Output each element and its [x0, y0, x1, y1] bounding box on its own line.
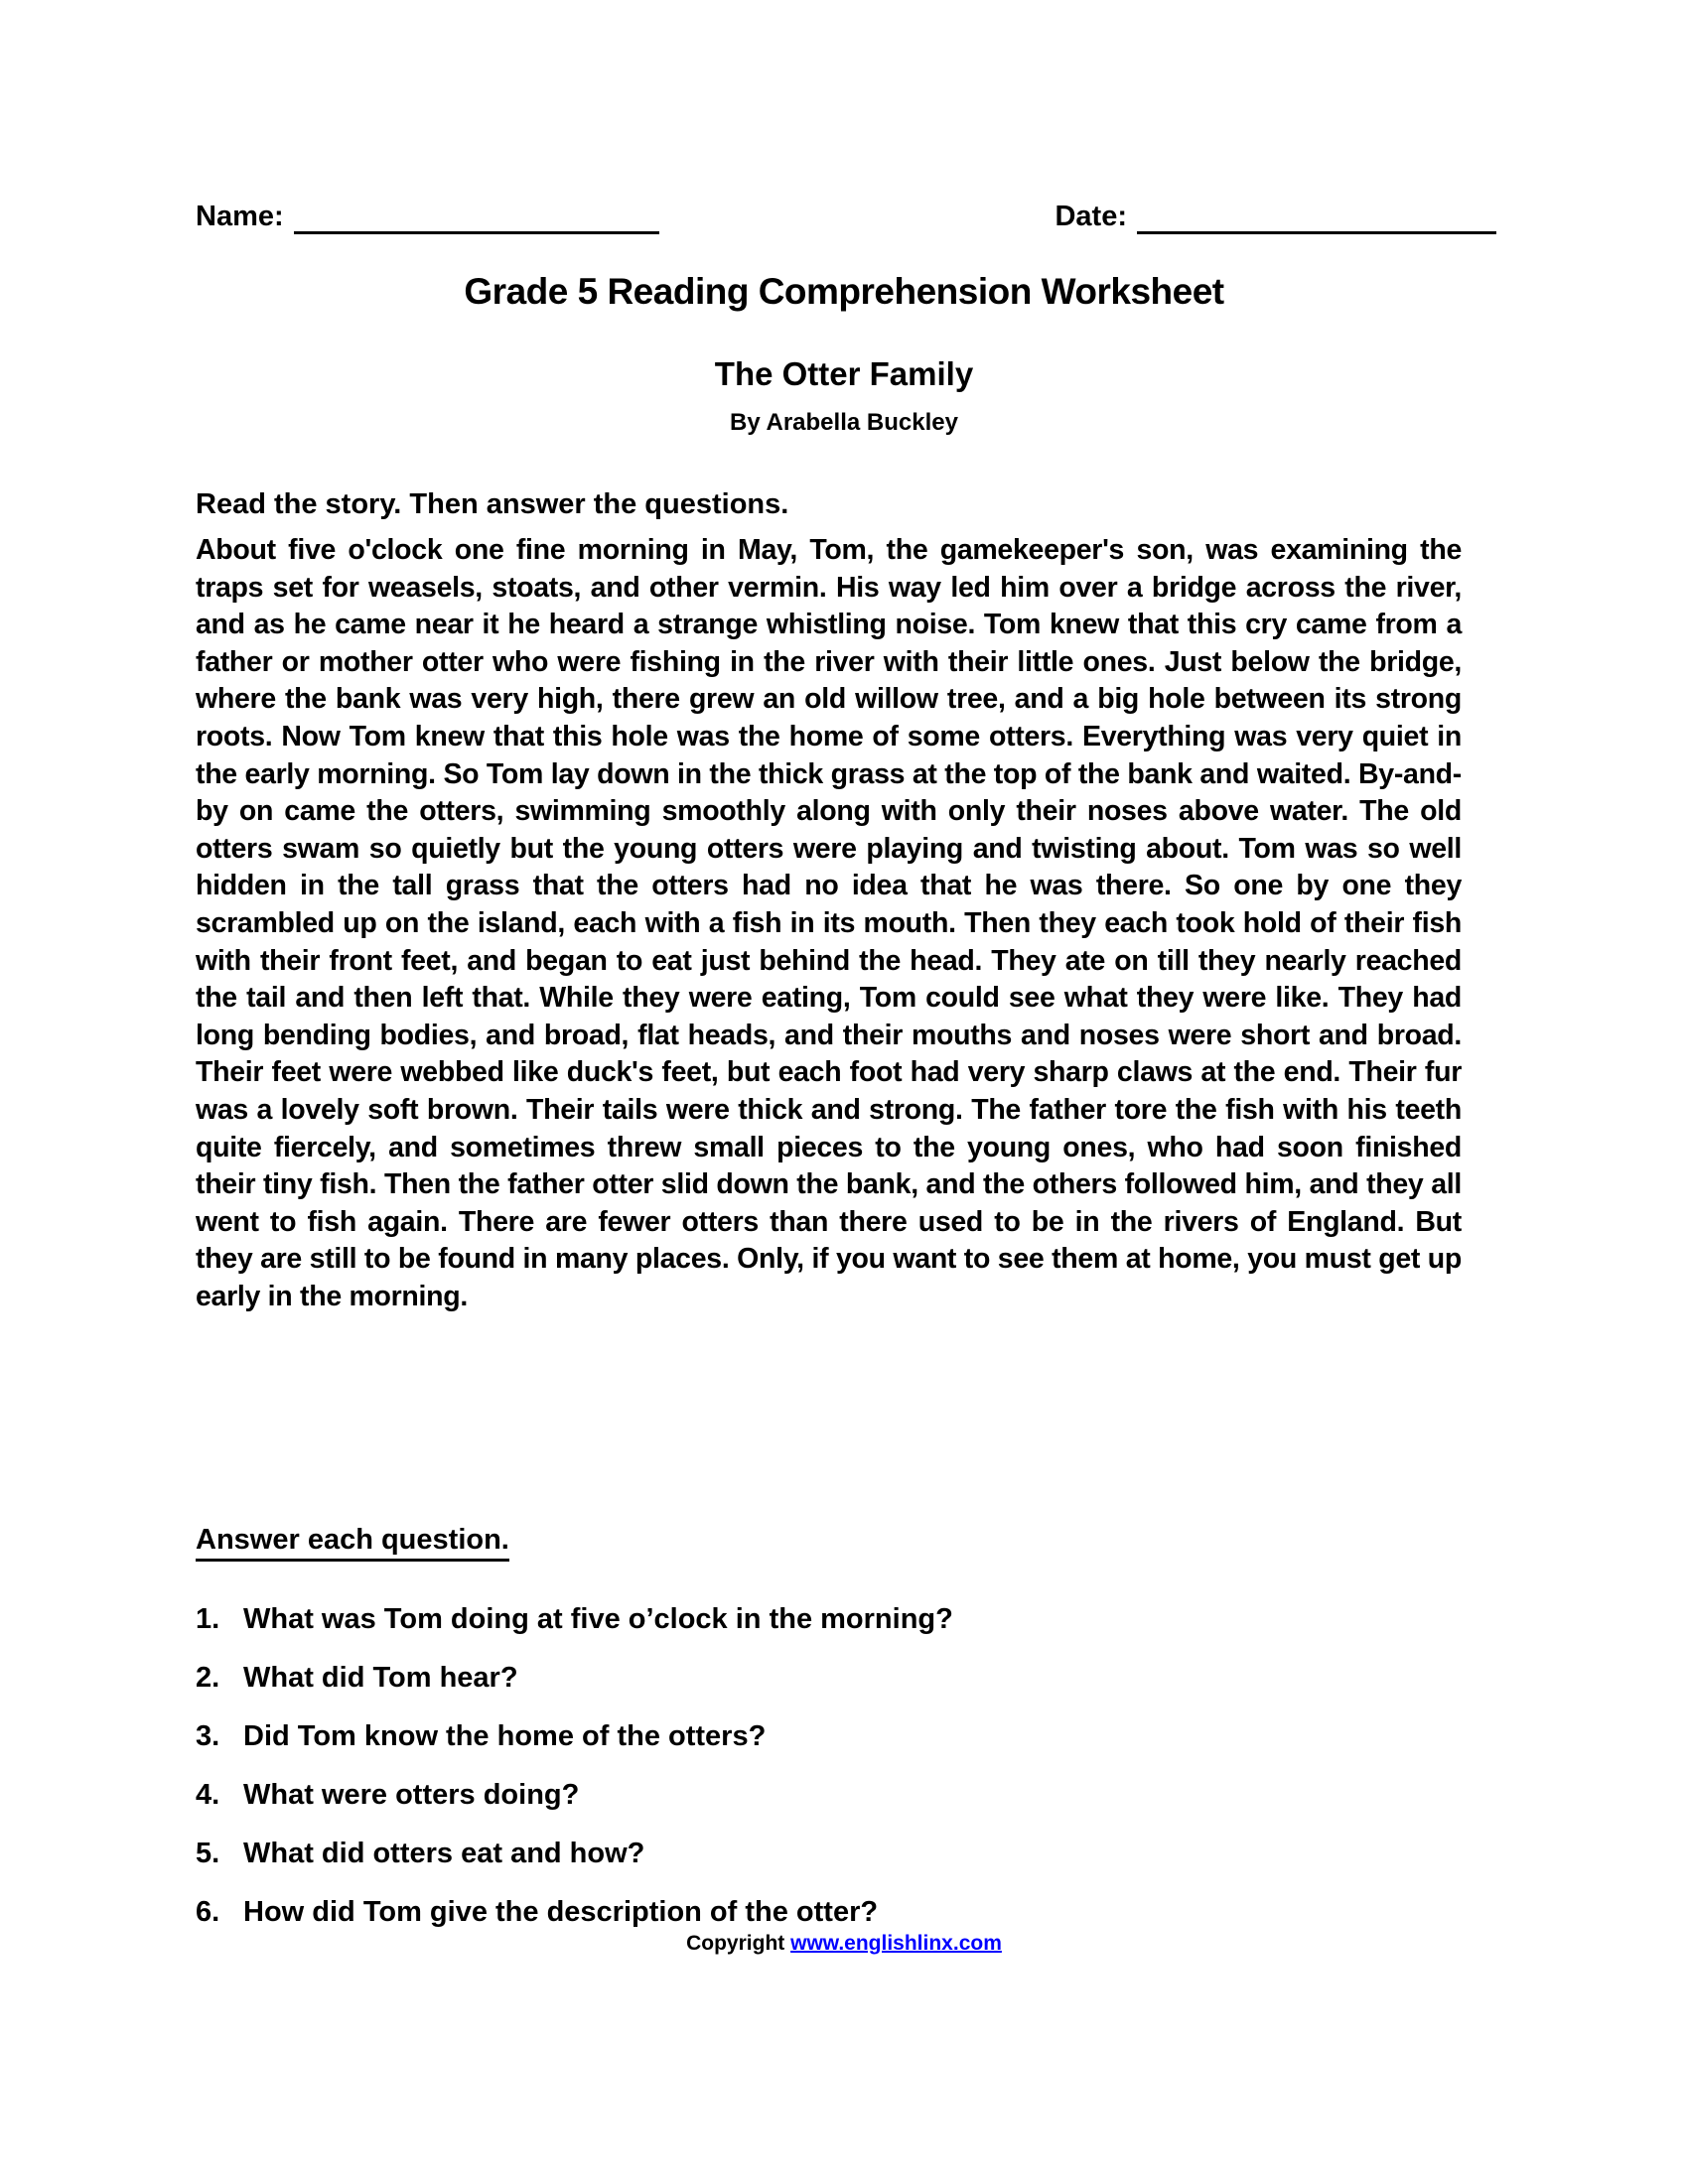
date-blank-line: [1137, 200, 1496, 234]
question-text: What did otters eat and how?: [243, 1838, 645, 1869]
story-byline: By Arabella Buckley: [730, 409, 958, 436]
question-row: [196, 1893, 1462, 1931]
question-text: How did Tom give the description of the otter?: [243, 1896, 879, 1928]
question-row: [196, 1600, 1462, 1638]
story-title: The Otter Family: [714, 355, 974, 392]
story-instructions: Read the story. Then answer the questions.: [196, 488, 789, 520]
question-row: [196, 1776, 1462, 1814]
question-row: [196, 1717, 1462, 1755]
question-number: 4.: [196, 1779, 220, 1811]
name-blank-line: [294, 200, 659, 234]
question-number: 3.: [196, 1720, 220, 1752]
worksheet-title: Grade 5 Reading Comprehension Worksheet: [464, 271, 1224, 312]
question-number: 2.: [196, 1662, 220, 1694]
copyright-link[interactable]: www.englishlinx.com: [790, 1932, 1002, 1955]
question-number: 6.: [196, 1896, 220, 1928]
question-row: [196, 1835, 1462, 1872]
story-text: About five o'clock one fine morning in May, Tom, the gamekeeper's son, was examining the traps set for weasels, stoats, and other vermin. His way led him over a bridge across the river, and as he came near it he heard a strange whistling noise. Tom knew that this cry came from a father or mother otter who were fishing in the river with their little ones. Just below the bridge, where the bank was very high, there grew an old willow tree, and a big hole between its strong roots. Now Tom knew that this hole was the home of some otters. Everything was very quiet in the early morning. So Tom lay down in the thick grass at the top of the bank and waited. By-and-by on came the otters, swimming smoothly along with only their noses above water. The old otters swam so quietly but the young otters were playing and twisting about. Tom was so well hidden in the tall grass that the otters had no idea that he was there. So one by one they scrambled up on the island, each with a fish in its mouth. Then they each took hold of their fish with their front feet, and began to eat just behind the head. They ate on till they nearly reached the tail and then left that. While they were eating, Tom could see what they were like. They had long bending bodies, and broad, flat heads, and their mouths and noses were short and broad. Their feet were webbed like duck's feet, but each foot had very sharp claws at the end. Their fur was a lovely soft brown. Their tails were thick and strong. The father tore the fish with his teeth quite fiercely, and sometimes threw small pieces to the young ones, who had soon finished their tiny fish. Then the father otter slid down the bank, and the others followed him, and they all went to fish again. There are fewer otters than there used to be in the rivers of England. But they are still to be found in many places. Only, if you want to see them at home, you must get up early in the morning.: [196, 534, 1462, 1312]
question-number: 1.: [196, 1603, 220, 1635]
footer: [0, 1932, 1688, 1956]
question-text: What was Tom doing at five o’clock in the morning?: [243, 1603, 953, 1635]
name-label: Name:: [196, 201, 284, 232]
question-text: What were otters doing?: [243, 1779, 580, 1811]
copyright-label: Copyright: [686, 1932, 785, 1955]
name-field: [196, 199, 659, 234]
question-number: 5.: [196, 1838, 220, 1869]
question-text: What did Tom hear?: [243, 1662, 518, 1694]
question-text: Did Tom know the home of the otters?: [243, 1720, 767, 1752]
date-field: [1055, 199, 1496, 234]
questions-list: [196, 1600, 1462, 1952]
answer-section-heading: Answer each question.: [196, 1524, 509, 1562]
question-row: [196, 1659, 1462, 1697]
header-row: [196, 199, 1496, 234]
date-label: Date:: [1055, 201, 1127, 232]
